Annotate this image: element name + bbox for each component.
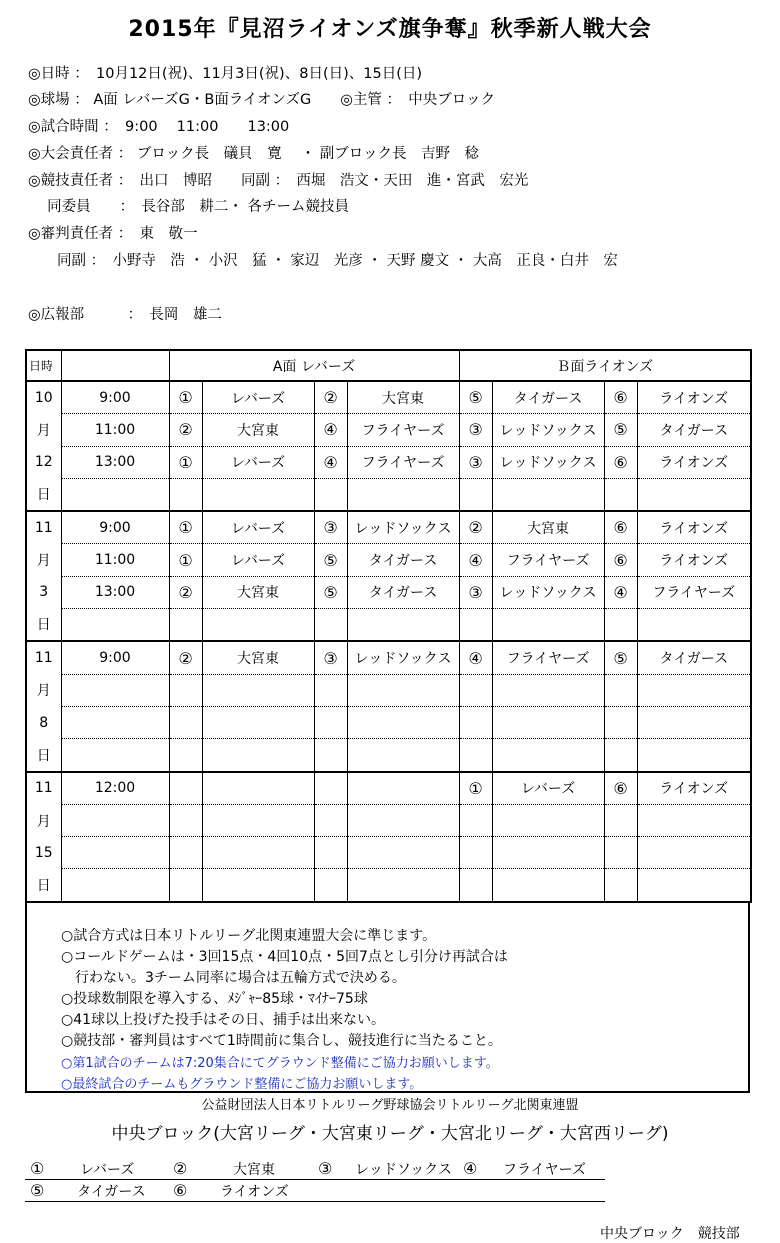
b1-team-cell bbox=[492, 837, 604, 869]
a1-num-cell: ① bbox=[169, 446, 202, 478]
a2-team-cell: タイガース bbox=[347, 576, 459, 608]
b1-team-cell: レッドソックス bbox=[492, 446, 604, 478]
a2-team-cell bbox=[347, 609, 459, 642]
b2-team-cell: タイガース bbox=[637, 414, 751, 446]
a1-num-cell bbox=[169, 869, 202, 902]
a2-team-cell: タイガース bbox=[347, 544, 459, 576]
b2-team-cell bbox=[637, 739, 751, 772]
date-cell: 11 bbox=[26, 772, 61, 805]
date-cell: 月 bbox=[26, 544, 61, 576]
a2-team-cell bbox=[347, 739, 459, 772]
legend-team: レバーズ bbox=[80, 1162, 135, 1178]
a2-num-cell: ③ bbox=[314, 511, 347, 544]
a2-num-cell bbox=[314, 478, 347, 511]
a1-num-cell bbox=[169, 478, 202, 511]
a1-team-cell bbox=[202, 706, 314, 738]
a2-num-cell: ④ bbox=[314, 446, 347, 478]
info-datetime: ◎日時 ： 10月12日(祝)、11月3日(祝)、8日(日)、15日(日) bbox=[28, 66, 423, 82]
a2-num-cell bbox=[314, 739, 347, 772]
b2-team-cell bbox=[637, 706, 751, 738]
table-row bbox=[26, 478, 751, 511]
time-cell: 9:00 bbox=[61, 381, 169, 414]
b1-team-cell bbox=[492, 674, 604, 706]
b2-num-cell bbox=[604, 837, 637, 869]
table-row bbox=[26, 609, 751, 642]
legend-num: ④ bbox=[463, 1159, 478, 1178]
a1-num-cell bbox=[169, 804, 202, 836]
b2-num-cell: ⑥ bbox=[604, 772, 637, 805]
table-row bbox=[26, 511, 751, 544]
a2-num-cell: ⑤ bbox=[314, 544, 347, 576]
legend-num: ① bbox=[30, 1159, 45, 1178]
time-cell bbox=[61, 478, 169, 511]
a1-num-cell: ① bbox=[169, 511, 202, 544]
b1-num-cell bbox=[459, 706, 492, 738]
date-cell: 8 bbox=[26, 706, 61, 738]
a2-team-cell bbox=[347, 478, 459, 511]
a1-team-cell bbox=[202, 609, 314, 642]
a2-team-cell bbox=[347, 837, 459, 869]
time-cell bbox=[61, 869, 169, 902]
b2-team-cell bbox=[637, 478, 751, 511]
legend-num: ② bbox=[173, 1159, 188, 1178]
a1-team-cell: 大宮東 bbox=[202, 576, 314, 608]
b2-num-cell bbox=[604, 739, 637, 772]
b1-num-cell: ④ bbox=[459, 641, 492, 674]
b2-team-cell: フライヤーズ bbox=[637, 576, 751, 608]
header-field-b: Ｂ面ライオンズ bbox=[459, 350, 751, 381]
a2-num-cell bbox=[314, 804, 347, 836]
info-fields: ◎球場 ： A面 レバーズG・B面ライオンズG ◎主管 ： 中央ブロック bbox=[28, 92, 495, 108]
notes-box bbox=[25, 903, 750, 1093]
a2-team-cell bbox=[347, 869, 459, 902]
a1-num-cell bbox=[169, 674, 202, 706]
note-officials: ○競技部・審判員はすべて1時間前に集合し、競技進行に当たること。 bbox=[61, 1033, 502, 1049]
b2-team-cell bbox=[637, 837, 751, 869]
note-first-game: ○第1試合のチームは7:20集合にてグラウンド整備にご協力お願いします。 bbox=[61, 1056, 499, 1071]
a1-team-cell: レバーズ bbox=[202, 381, 314, 414]
table-row bbox=[26, 381, 751, 414]
b2-num-cell bbox=[604, 869, 637, 902]
info-times: ◎試合時間 ： 9:00 11:00 13:00 bbox=[28, 119, 290, 135]
info-competition-head: ◎競技責任者 ： 出口 博昭 同副 ： 西堀 浩文・天田 進・宮武 宏光 bbox=[28, 173, 529, 189]
b1-num-cell: ③ bbox=[459, 446, 492, 478]
date-cell: 日 bbox=[26, 609, 61, 642]
note-called-game: ○コールドゲームは・3回15点・4回10点・5回7点とし引分け再試合は bbox=[61, 949, 508, 965]
b2-num-cell: ⑤ bbox=[604, 641, 637, 674]
a2-num-cell bbox=[314, 869, 347, 902]
a1-num-cell bbox=[169, 772, 202, 805]
b1-num-cell bbox=[459, 869, 492, 902]
b1-num-cell bbox=[459, 478, 492, 511]
date-cell: 日 bbox=[26, 739, 61, 772]
time-cell bbox=[61, 804, 169, 836]
a1-num-cell bbox=[169, 706, 202, 738]
a1-num-cell bbox=[169, 739, 202, 772]
a2-num-cell bbox=[314, 674, 347, 706]
table-row bbox=[26, 869, 751, 902]
table-row bbox=[26, 674, 751, 706]
time-cell: 12:00 bbox=[61, 772, 169, 805]
a1-num-cell: ① bbox=[169, 381, 202, 414]
b1-team-cell: レッドソックス bbox=[492, 576, 604, 608]
legend-num: ③ bbox=[318, 1159, 333, 1178]
a2-num-cell bbox=[314, 772, 347, 805]
a1-team-cell bbox=[202, 674, 314, 706]
legend-num: ⑤ bbox=[30, 1181, 45, 1200]
date-cell: 月 bbox=[26, 414, 61, 446]
header-field-a: A面 レバーズ bbox=[169, 350, 459, 381]
b1-team-cell bbox=[492, 609, 604, 642]
a1-team-cell: 大宮東 bbox=[202, 641, 314, 674]
time-cell: 11:00 bbox=[61, 414, 169, 446]
note-pitcher-catcher: ○41球以上投げた投手はその日、捕手は出来ない。 bbox=[61, 1012, 386, 1028]
a2-team-cell: フライヤーズ bbox=[347, 414, 459, 446]
b2-team-cell bbox=[637, 804, 751, 836]
b1-num-cell bbox=[459, 804, 492, 836]
b2-num-cell: ④ bbox=[604, 576, 637, 608]
a1-team-cell: レバーズ bbox=[202, 544, 314, 576]
a1-team-cell bbox=[202, 478, 314, 511]
organization-name: 公益財団法人日本リトルリーグ野球協会リトルリーグ北関東連盟 bbox=[201, 1098, 579, 1113]
table-row bbox=[26, 576, 751, 608]
time-cell bbox=[61, 674, 169, 706]
time-cell: 13:00 bbox=[61, 576, 169, 608]
a1-team-cell: レバーズ bbox=[202, 446, 314, 478]
table-header-row bbox=[26, 350, 751, 381]
legend-team: レッドソックス bbox=[355, 1162, 453, 1178]
a2-team-cell: レッドソックス bbox=[347, 511, 459, 544]
a2-num-cell bbox=[314, 837, 347, 869]
table-row bbox=[26, 414, 751, 446]
b1-num-cell: ① bbox=[459, 772, 492, 805]
a2-num-cell: ④ bbox=[314, 414, 347, 446]
time-cell: 9:00 bbox=[61, 511, 169, 544]
a1-team-cell: レバーズ bbox=[202, 511, 314, 544]
a1-num-cell bbox=[169, 609, 202, 642]
table-row bbox=[26, 446, 751, 478]
b2-team-cell: ライオンズ bbox=[637, 446, 751, 478]
b2-num-cell bbox=[604, 674, 637, 706]
b2-num-cell bbox=[604, 804, 637, 836]
legend-team: 大宮東 bbox=[233, 1162, 275, 1178]
a2-team-cell: レッドソックス bbox=[347, 641, 459, 674]
table-row bbox=[26, 772, 751, 805]
note-last-game: ○最終試合のチームもグラウンド整備にご協力お願いします。 bbox=[61, 1077, 423, 1092]
b2-num-cell: ⑤ bbox=[604, 414, 637, 446]
a1-num-cell: ① bbox=[169, 544, 202, 576]
a1-team-cell bbox=[202, 837, 314, 869]
info-tournament-head: ◎大会責任者 ： ブロック長 礒貝 寛 ・ 副ブロック長 吉野 稔 bbox=[28, 146, 480, 162]
b2-num-cell bbox=[604, 706, 637, 738]
a2-team-cell: フライヤーズ bbox=[347, 446, 459, 478]
b1-team-cell bbox=[492, 804, 604, 836]
time-cell bbox=[61, 739, 169, 772]
a1-num-cell: ② bbox=[169, 576, 202, 608]
note-called-game-cont: 行わない。3チーム同率に場合は五輪方式で決める。 bbox=[61, 970, 406, 986]
b1-team-cell bbox=[492, 739, 604, 772]
team-legend-row-2 bbox=[25, 1179, 605, 1202]
b1-num-cell: ② bbox=[459, 511, 492, 544]
b1-num-cell bbox=[459, 674, 492, 706]
b1-team-cell: フライヤーズ bbox=[492, 544, 604, 576]
a2-num-cell: ③ bbox=[314, 641, 347, 674]
date-cell: 11 bbox=[26, 511, 61, 544]
b2-num-cell: ⑥ bbox=[604, 381, 637, 414]
note-rules: ○試合方式は日本リトルリーグ北関東連盟大会に準じます。 bbox=[61, 928, 437, 944]
team-legend-row-1 bbox=[25, 1157, 605, 1180]
a2-team-cell: 大宮東 bbox=[347, 381, 459, 414]
a2-num-cell bbox=[314, 609, 347, 642]
b2-num-cell: ⑥ bbox=[604, 446, 637, 478]
b1-num-cell: ③ bbox=[459, 414, 492, 446]
table-row bbox=[26, 739, 751, 772]
b2-team-cell bbox=[637, 674, 751, 706]
table-row bbox=[26, 544, 751, 576]
time-cell: 11:00 bbox=[61, 544, 169, 576]
legend-num: ⑥ bbox=[173, 1181, 188, 1200]
time-cell: 13:00 bbox=[61, 446, 169, 478]
b2-num-cell bbox=[604, 609, 637, 642]
a2-num-cell: ⑤ bbox=[314, 576, 347, 608]
legend-team: ライオンズ bbox=[220, 1184, 289, 1200]
date-cell: 11 bbox=[26, 641, 61, 674]
a1-num-cell bbox=[169, 837, 202, 869]
b2-team-cell bbox=[637, 609, 751, 642]
b1-num-cell: ⑤ bbox=[459, 381, 492, 414]
date-cell: 15 bbox=[26, 837, 61, 869]
b1-team-cell bbox=[492, 869, 604, 902]
a1-num-cell: ② bbox=[169, 641, 202, 674]
b2-num-cell bbox=[604, 478, 637, 511]
b2-team-cell: ライオンズ bbox=[637, 544, 751, 576]
b2-num-cell: ⑥ bbox=[604, 511, 637, 544]
b1-team-cell: フライヤーズ bbox=[492, 641, 604, 674]
b2-team-cell bbox=[637, 869, 751, 902]
a2-num-cell bbox=[314, 706, 347, 738]
info-committee: 同委員 ： 長谷部 耕二・ 各チーム競技員 bbox=[28, 199, 349, 215]
b1-team-cell: レバーズ bbox=[492, 772, 604, 805]
time-cell: 9:00 bbox=[61, 641, 169, 674]
legend-team: フライヤーズ bbox=[503, 1162, 586, 1178]
b1-num-cell bbox=[459, 609, 492, 642]
date-cell: 12 bbox=[26, 446, 61, 478]
b1-team-cell: レッドソックス bbox=[492, 414, 604, 446]
time-cell bbox=[61, 706, 169, 738]
a1-team-cell: 大宮東 bbox=[202, 414, 314, 446]
schedule-table bbox=[25, 349, 752, 903]
a2-num-cell: ② bbox=[314, 381, 347, 414]
b2-num-cell: ⑥ bbox=[604, 544, 637, 576]
b2-team-cell: タイガース bbox=[637, 641, 751, 674]
date-cell: 月 bbox=[26, 804, 61, 836]
date-cell: 月 bbox=[26, 674, 61, 706]
table-row bbox=[26, 804, 751, 836]
time-cell bbox=[61, 609, 169, 642]
header-time bbox=[61, 350, 169, 381]
b2-team-cell: ライオンズ bbox=[637, 772, 751, 805]
date-cell: 3 bbox=[26, 576, 61, 608]
b1-team-cell bbox=[492, 706, 604, 738]
table-row bbox=[26, 641, 751, 674]
a2-team-cell bbox=[347, 804, 459, 836]
a2-team-cell bbox=[347, 674, 459, 706]
table-row bbox=[26, 837, 751, 869]
info-umpire-deputy: 同副 ： 小野寺 浩 ・ 小沢 猛 ・ 家辺 光彦 ・ 天野 慶文 ・ 大高 正良・白井 宏 bbox=[28, 253, 618, 269]
info-umpire-head: ◎審判責任者 ： 東 敬一 bbox=[28, 226, 198, 242]
legend-team: タイガース bbox=[77, 1184, 146, 1200]
date-cell: 10 bbox=[26, 381, 61, 414]
a1-team-cell bbox=[202, 739, 314, 772]
a2-team-cell bbox=[347, 706, 459, 738]
a1-team-cell bbox=[202, 804, 314, 836]
block-name: 中央ブロック(大宮リーグ・大宮東リーグ・大宮北リーグ・大宮西リーグ) bbox=[111, 1124, 669, 1144]
date-cell: 日 bbox=[26, 869, 61, 902]
a1-team-cell bbox=[202, 772, 314, 805]
b1-num-cell: ③ bbox=[459, 576, 492, 608]
b2-team-cell: ライオンズ bbox=[637, 381, 751, 414]
header-date: 日時 bbox=[26, 350, 61, 381]
page-title: 2015年『見沼ライオンズ旗争奪』秋季新人戦大会 bbox=[128, 17, 652, 42]
b1-num-cell: ④ bbox=[459, 544, 492, 576]
date-cell: 日 bbox=[26, 478, 61, 511]
b2-team-cell: ライオンズ bbox=[637, 511, 751, 544]
a2-team-cell bbox=[347, 772, 459, 805]
b1-team-cell: タイガース bbox=[492, 381, 604, 414]
info-pr: ◎広報部 ： 長岡 雄二 bbox=[28, 307, 222, 323]
b1-team-cell: 大宮東 bbox=[492, 511, 604, 544]
a1-num-cell: ② bbox=[169, 414, 202, 446]
time-cell bbox=[61, 837, 169, 869]
table-row bbox=[26, 706, 751, 738]
b1-team-cell bbox=[492, 478, 604, 511]
note-pitch-limit: ○投球数制限を導入する、ﾒｼﾞｬｰ85球・ﾏｲﾅｰ75球 bbox=[61, 991, 368, 1007]
b1-num-cell bbox=[459, 739, 492, 772]
a1-team-cell bbox=[202, 869, 314, 902]
footer-department: 中央ブロック 競技部 bbox=[600, 1226, 740, 1242]
b1-num-cell bbox=[459, 837, 492, 869]
